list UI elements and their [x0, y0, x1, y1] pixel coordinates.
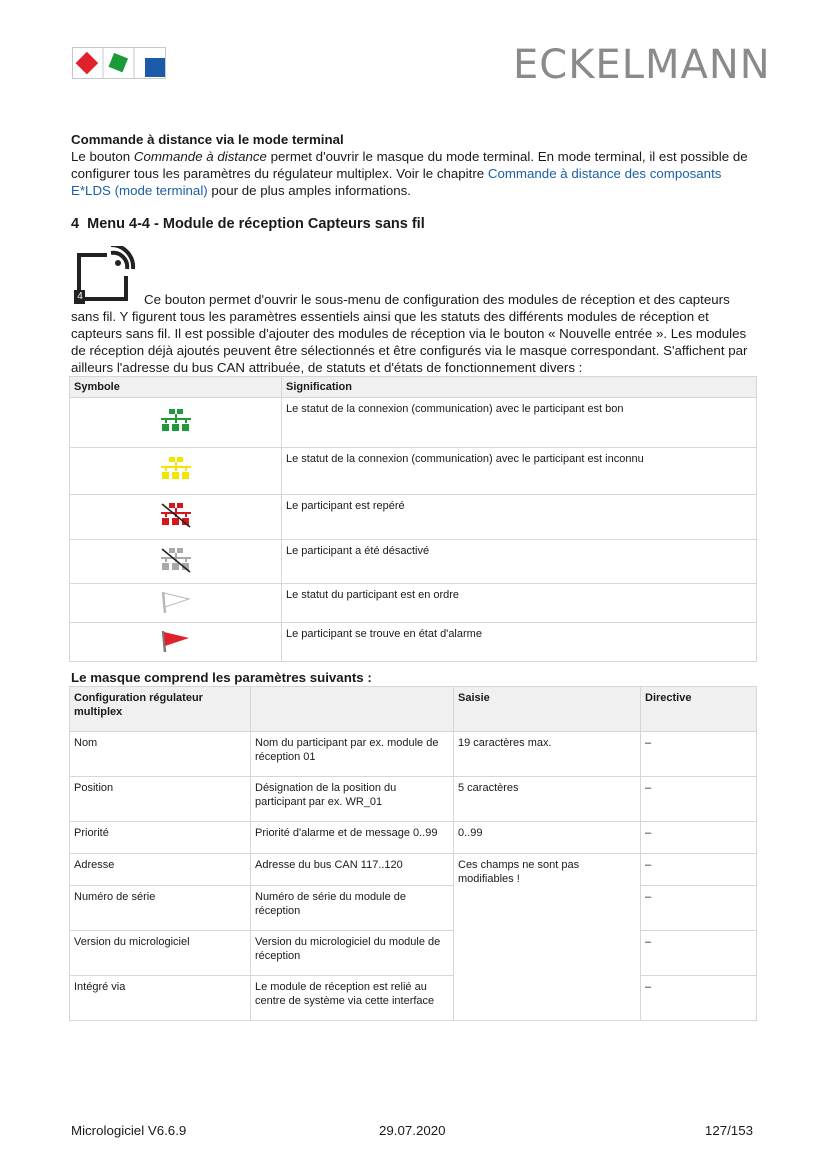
symbol-cell [70, 584, 282, 623]
symbol-row [70, 398, 757, 448]
param-desc: Adresse du bus CAN 117..120 [251, 854, 454, 886]
section-number: 4 [71, 216, 80, 232]
network-red-crossed-icon [160, 502, 192, 528]
network-yellow-icon [161, 457, 191, 481]
param-directive: – [641, 886, 757, 931]
param-directive: – [641, 822, 757, 854]
param-desc: Numéro de série du module de réception [251, 886, 454, 931]
param-directive: – [641, 732, 757, 777]
footer-date: 29.07.2020 [379, 1123, 446, 1138]
logo-graphic [72, 47, 166, 79]
section-title: Menu 4-4 - Module de réception Capteurs sans fil [87, 216, 425, 232]
param-desc: Le module de réception est relié au centre de système via cette interface [251, 976, 454, 1021]
symbol-cell [70, 623, 282, 662]
section-heading [71, 216, 425, 232]
param-desc: Désignation de la position du participant par ex. WR_01 [251, 777, 454, 822]
intro-text-em: Commande à distance [133, 149, 267, 164]
param-name: Position [70, 777, 251, 822]
params-table [69, 686, 757, 1021]
symbol-column-header: Symbole [70, 377, 282, 398]
symbol-table [69, 376, 757, 662]
intro-heading: Commande à distance via le mode terminal [71, 132, 344, 147]
param-name: Version du micrologiciel [70, 931, 251, 976]
intro-text-a: Le bouton [71, 149, 134, 164]
meaning-cell: Le participant se trouve en état d'alarme [282, 623, 757, 662]
params-col-config: Configuration régulateur multiplex [70, 687, 251, 732]
param-name: Nom [70, 732, 251, 777]
param-name: Numéro de série [70, 886, 251, 931]
table-row [70, 854, 757, 886]
meaning-column-header: Signification [282, 377, 757, 398]
footer-page-number: 127/153 [704, 1123, 753, 1138]
symbol-row [70, 495, 757, 540]
symbol-cell [70, 540, 282, 584]
table-row [70, 777, 757, 822]
param-name: Intégré via [70, 976, 251, 1021]
param-directive: – [641, 931, 757, 976]
footer-firmware-version: Micrologiciel V6.6.9 [71, 1123, 187, 1138]
intro-text-c: pour de plus amples informations. [207, 183, 411, 198]
table-row [70, 886, 757, 931]
logo [72, 47, 166, 79]
flag-white-icon [160, 588, 192, 614]
params-heading: Le masque comprend les paramètres suivants : [71, 670, 372, 685]
brand-name: ECKELMANN [513, 42, 771, 88]
intro-paragraph [71, 148, 756, 199]
param-desc: Nom du participant par ex. module de réception 01 [251, 732, 454, 777]
params-col-directive: Directive [641, 687, 757, 732]
section-description: Ce bouton permet d'ouvrir le sous-menu de configuration des modules de réception et des capteurs sans fil. Y figurent tous les paramètres essentiels ainsi que les statuts des différents modules de réception et capteurs sans fil. Il est possible d'ajouter des modules de réception via le bouton « Nouvelle entrée ». Les modules de réception déjà ajoutés peuvent être sélectionnés et être configurés via le masque correspondant. S'affichent par ailleurs l'adresse du bus CAN attribuée, de statuts et d'états de fonctionnement divers : [71, 292, 748, 375]
symbol-row [70, 623, 757, 662]
network-grey-crossed-icon [160, 547, 192, 573]
param-desc: Priorité d'alarme et de message 0..99 [251, 822, 454, 854]
table-row [70, 931, 757, 976]
symbol-cell [70, 398, 282, 448]
table-row [70, 732, 757, 777]
param-directive: – [641, 976, 757, 1021]
meaning-cell: Le statut de la connexion (communication) avec le participant est inconnu [282, 448, 757, 495]
network-green-icon [161, 409, 191, 433]
meaning-cell: Le participant a été désactivé [282, 540, 757, 584]
params-col-description [251, 687, 454, 732]
symbol-row [70, 540, 757, 584]
param-input: Ces champs ne sont pas modifiables ! [454, 854, 641, 1021]
meaning-cell: Le participant est repéré [282, 495, 757, 540]
param-name: Priorité [70, 822, 251, 854]
symbol-row [70, 448, 757, 495]
param-name: Adresse [70, 854, 251, 886]
param-directive: – [641, 777, 757, 822]
intro-text-b: permet d'ouvrir le masque du mode terminal. En mode terminal, il est possible de configurer tous les paramètres du régulateur multiplex. Voir le chapitre [71, 149, 748, 181]
param-input: 0..99 [454, 822, 641, 854]
chapter-link[interactable]: Commande à distance des composants E*LDS (mode terminal) [71, 166, 722, 198]
flag-red-icon [160, 627, 192, 653]
meaning-cell: Le statut du participant est en ordre [282, 584, 757, 623]
param-directive: – [641, 854, 757, 886]
symbol-row [70, 584, 757, 623]
params-col-input: Saisie [454, 687, 641, 732]
meaning-cell: Le statut de la connexion (communication) avec le participant est bon [282, 398, 757, 448]
table-row [70, 822, 757, 854]
param-input: 5 caractères [454, 777, 641, 822]
table-row [70, 976, 757, 1021]
symbol-cell [70, 448, 282, 495]
icon-badge-number: 4 [77, 291, 83, 302]
param-desc: Version du micrologiciel du module de réception [251, 931, 454, 976]
param-input: 19 caractères max. [454, 732, 641, 777]
symbol-cell [70, 495, 282, 540]
